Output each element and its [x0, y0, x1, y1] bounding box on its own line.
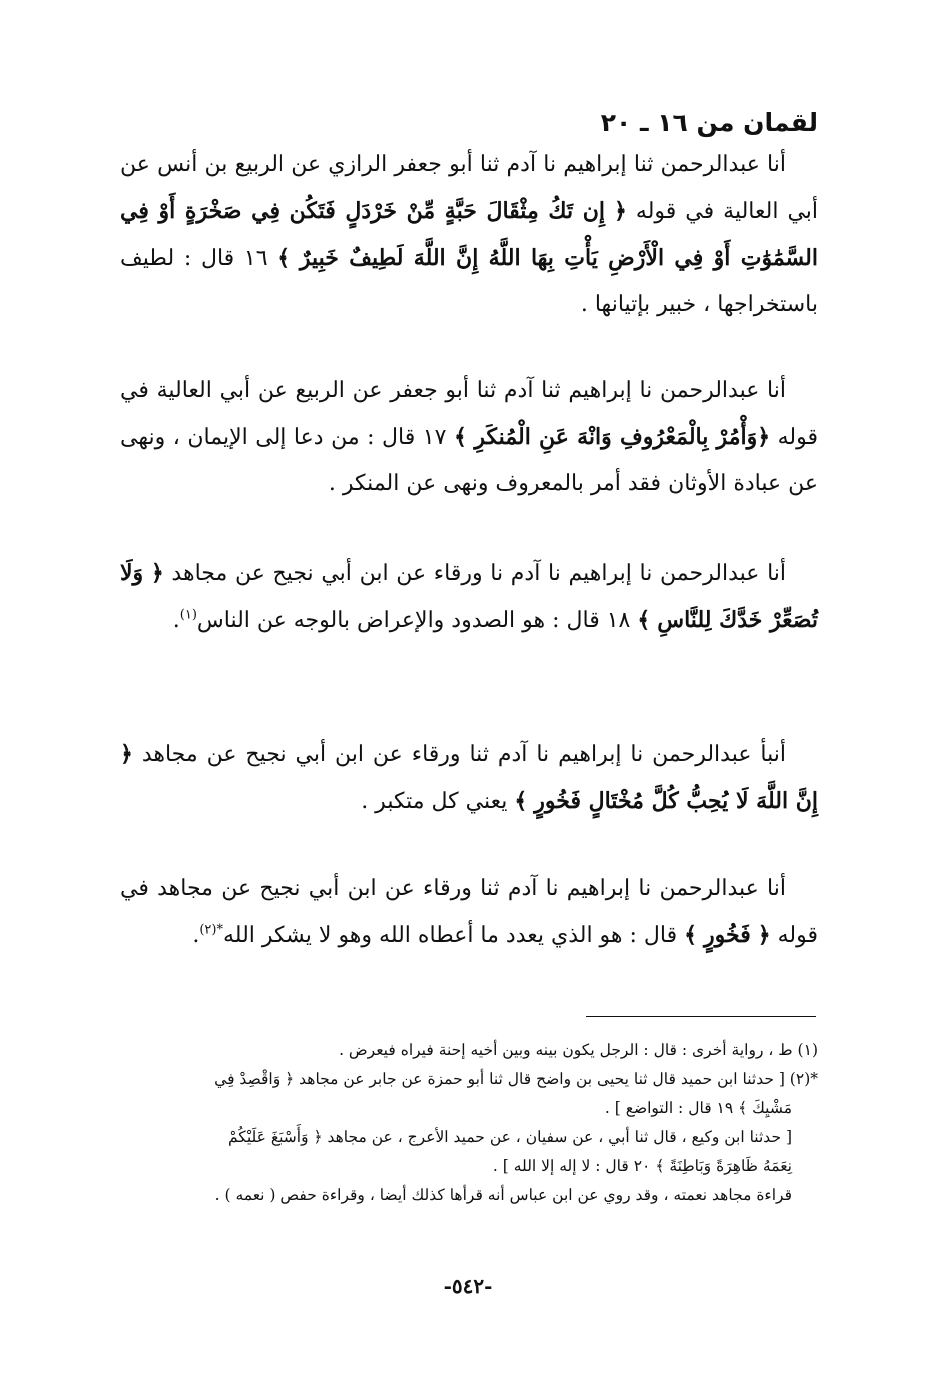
paragraph-text: قال : هو الذي يعدد ما أعطاه الله وهو لا يشكر الله — [222, 923, 685, 948]
quran-close-bracket: ﴾ — [277, 246, 291, 271]
paragraph-text: أنبأ عبدالرحمن نا إبراهيم نا آدم ثنا ورقاء عن ابن أبي نجيح عن مجاهد — [132, 742, 786, 767]
section-title: لقمان من ١٦ ـ ٢٠ — [600, 108, 818, 137]
paragraph-text: أنا عبدالرحمن نا إبراهيم ثنا آدم ثنا أبو جعفر عن الربيع عن أبي العالية في قوله — [120, 378, 819, 450]
paragraph-text: يعني كل متكبر . — [361, 789, 515, 814]
footnote-2: *(٢) [ حدثنا ابن حميد قال ثنا يحيى بن واضح قال ثنا أبو حمزة عن جابر عن مجاهد ﴿ وَاقْصِدْ فِي — [214, 1070, 818, 1088]
paragraph-text: ١٨ قال : هو الصدود والإعراض بالوجه عن الناس — [196, 608, 638, 633]
paragraph-text: ١٦ قال : لطيف باستخراجها ، خبير بإتيانها . — [120, 246, 818, 317]
footnote-2-line-3: [ حدثنا ابن وكيع ، قال ثنا أبي ، عن سفيان ، عن حميد الأعرج ، عن مجاهد ﴿ وَأَسْبَغَ عَلَيْكُمْ — [227, 1128, 792, 1146]
footnote-2-line-2: مَشْيِكَ ﴾ ١٩ قال : التواضع ] . — [604, 1099, 792, 1117]
paragraph-4 — [120, 732, 818, 825]
footnote-divider — [586, 1016, 816, 1017]
paragraph-3 — [120, 550, 818, 644]
quran-open-bracket: ﴿ — [150, 561, 164, 586]
paragraph-text: ١٧ قال : من دعا إلى الإيمان ، ونهى عن عبادة الأوثان فقد أمر بالمعروف ونهى عن المنكر . — [120, 425, 818, 496]
footnote-2-line-4: نِعَمَهُ ظَاهِرَةً وَبَاطِنَةً ﴾ ٢٠ قال : لا إله إلا الله ] . — [492, 1157, 792, 1175]
quran-verse: إِنَّ اللَّهَ لَا يُحِبُّ كُلَّ مُخْتَالٍ فَخُورٍ — [534, 788, 818, 814]
footnote-2-line-5: قراءة مجاهد نعمته ، وقد روي عن ابن عباس أنه قرأها كذلك أيضا ، وقراءة حفص ( نعمه ) . — [214, 1186, 792, 1204]
footnote-1: (١) ط ، رواية أخرى : قال : الرجل يكون بينه وبين أخيه إحنة فيراه فيعرض . — [339, 1041, 818, 1059]
quran-close-bracket: ﴾ — [453, 425, 467, 450]
footnote-ref-1[interactable]: (١) — [179, 607, 197, 623]
page-header — [120, 102, 818, 144]
paragraph-text: أنا عبدالرحمن نا إبراهيم نا آدم ثنا ورقاء عن ابن أبي نجيح عن مجاهد في قوله — [120, 876, 818, 948]
quran-open-bracket: ﴿ — [757, 425, 771, 450]
quran-verse: وَأْمُرْ بِالْمَعْرُوفِ وَانْهَ عَنِ الْمُنكَرِ — [474, 424, 758, 450]
quran-close-bracket: ﴾ — [514, 789, 528, 814]
quran-open-bracket: ﴿ — [614, 199, 627, 224]
page-number: -٥٤٢- — [443, 1274, 493, 1298]
quran-verse: وَلَا تُصَعِّرْ خَدَّكَ لِلنَّاسِ — [120, 560, 818, 633]
paragraph-text: أنا عبدالرحمن نا إبراهيم نا آدم نا ورقاء عن ابن أبي نجيح عن مجاهد — [163, 561, 787, 586]
paragraph-2 — [120, 368, 818, 507]
quran-verse: فَخُورٍ — [704, 922, 751, 948]
footnotes — [120, 1036, 818, 1210]
paragraph-1 — [120, 142, 818, 328]
quran-verse: إِن تَكُ مِثْقَالَ حَبَّةٍ مِّنْ خَرْدَلٍ فَتَكُن فِي صَخْرَةٍ أَوْ فِي السَّمَٰوَٰتِ أَوْ فِي الْأَرْضِ يَأْتِ بِهَا اللَّهُ إِنَّ اللَّهَ لَطِيفٌ خَبِيرٌ — [120, 198, 818, 271]
paragraph-end: . — [192, 923, 200, 948]
paragraph-end: . — [172, 608, 180, 633]
quran-close-bracket: ﴾ — [637, 608, 651, 633]
quran-open-bracket: ﴿ — [757, 923, 771, 948]
paragraph-text: أنا عبدالرحمن ثنا إبراهيم نا آدم ثنا أبو جعفر الرازي عن الربيع بن أنس عن أبي العالية في قوله — [120, 152, 819, 224]
footnote-ref-2[interactable]: *(٢) — [199, 922, 223, 938]
quran-close-bracket: ﴾ — [684, 923, 698, 948]
quran-open-bracket: ﴿ — [120, 742, 133, 767]
paragraph-5 — [120, 866, 818, 959]
